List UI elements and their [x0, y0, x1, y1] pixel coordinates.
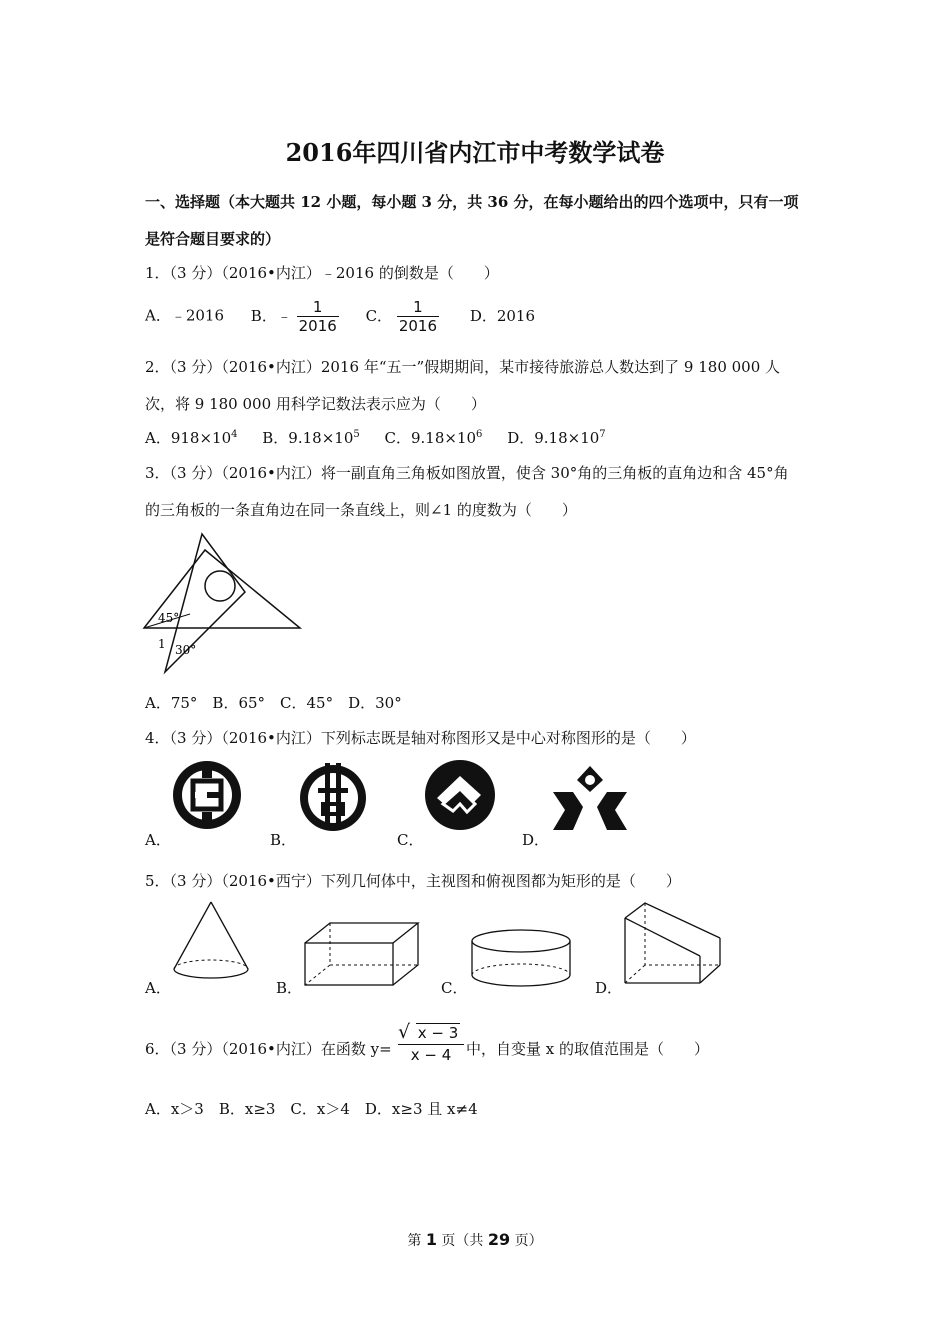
- fig-label-1: 1: [158, 637, 166, 651]
- abc-bank-logo-icon: [296, 758, 371, 833]
- q2-option-d: D．$9.18\times 10^7$: [507, 429, 606, 447]
- q4-option-a: A．: [145, 831, 171, 849]
- question-6-options: A．x＞3 B．x≥3 C．x＞4 D．x≥3 且 x≠4: [145, 1100, 478, 1118]
- q4-option-d: D．: [522, 831, 550, 849]
- question-2-options: [145, 427, 606, 448]
- china-mobile-logo-icon: [423, 758, 498, 833]
- q2-option-c: C．$9.18\times 10^6$: [384, 429, 483, 447]
- question-1-options: [145, 298, 535, 335]
- rural-credit-logo-icon: [551, 762, 629, 834]
- question-6-stem-suffix: 中，自变量 x 的取值范围是（ ）: [466, 1040, 709, 1058]
- wedge-prism-shape-icon: [620, 898, 725, 988]
- q5-option-c: C．: [441, 979, 468, 997]
- section-heading-line2: 是符合题目要求的）: [145, 230, 281, 248]
- q5-option-d: D．: [595, 979, 623, 997]
- fig-label-30: 30°: [175, 643, 197, 657]
- q5-option-a: A．: [145, 979, 171, 997]
- q1-option-b-label: B．﹣: [250, 306, 292, 325]
- q1-option-d: D．2016: [469, 306, 536, 325]
- q2-option-b: B．$9.18\times 10^5$: [262, 429, 360, 447]
- question-2-line2: 次，将 9 180 000 用科学记数法表示应为（ ）: [145, 395, 486, 413]
- q1-option-a: A．﹣2016: [145, 306, 225, 325]
- section-heading-line1: 一、选择题（本大题共 12 小题，每小题 3 分，共 36 分，在每小题给出的四个选项中，只有一项: [145, 193, 799, 211]
- fig-label-45: 45°: [158, 611, 180, 625]
- question-6-stem-prefix: 6．（3 分）（2016•内江）在函数 y=: [145, 1040, 392, 1058]
- q1-option-c-fraction: $\frac{1}{2016}$: [398, 298, 438, 335]
- question-3-line2: 的三角板的一条直角边在同一条直线上，则∠1 的度数为（ ）: [145, 501, 577, 519]
- q5-option-b: B．: [276, 979, 303, 997]
- q6-numerator: x − 3: [417, 1024, 459, 1042]
- q6-fraction: √ x − 3 x − 4: [398, 1022, 464, 1065]
- icbc-logo-icon: [170, 758, 245, 833]
- q6-denominator: x − 4: [410, 1046, 452, 1064]
- triangle-set-figure: [140, 530, 310, 680]
- total-page-count: 29: [487, 1230, 511, 1249]
- q1-option-b-fraction: $\frac{1}{2016}$: [298, 298, 337, 335]
- q2-option-a: A．$918\times 10^4$: [145, 429, 238, 447]
- q1-option-c-label: C．: [365, 306, 393, 325]
- question-3-line1: 3．（3 分）（2016•内江）将一副直角三角板如图放置，使含 30°角的三角板的直角边和含 45°角: [145, 464, 789, 482]
- page-footer: 第 1 页（共 29 页）: [407, 1230, 543, 1249]
- q4-option-b: B．: [270, 831, 297, 849]
- question-1-stem: 1．（3 分）（2016•内江）﹣2016 的倒数是（ ）: [145, 264, 499, 282]
- q4-option-c: C．: [397, 831, 424, 849]
- cylinder-shape-icon: [468, 925, 578, 993]
- question-3-options: A．75° B．65° C．45° D．30°: [145, 694, 402, 712]
- cuboid-shape-icon: [300, 918, 425, 990]
- cone-shape-icon: [168, 897, 258, 992]
- question-4-stem: 4．（3 分）（2016•内江）下列标志既是轴对称图形又是中心对称图形的是（ ）: [145, 729, 696, 747]
- current-page-number: 1: [425, 1230, 437, 1249]
- page-title: 2016年四川省内江市中考数学试卷: [285, 138, 665, 167]
- question-5-stem: 5．（3 分）（2016•西宁）下列几何体中，主视图和俯视图都为矩形的是（ ）: [145, 872, 681, 890]
- question-2-line1: 2．（3 分）（2016•内江）2016 年“五一”假期期间，某市接待旅游总人数达到了 9 180 000 人: [145, 358, 781, 376]
